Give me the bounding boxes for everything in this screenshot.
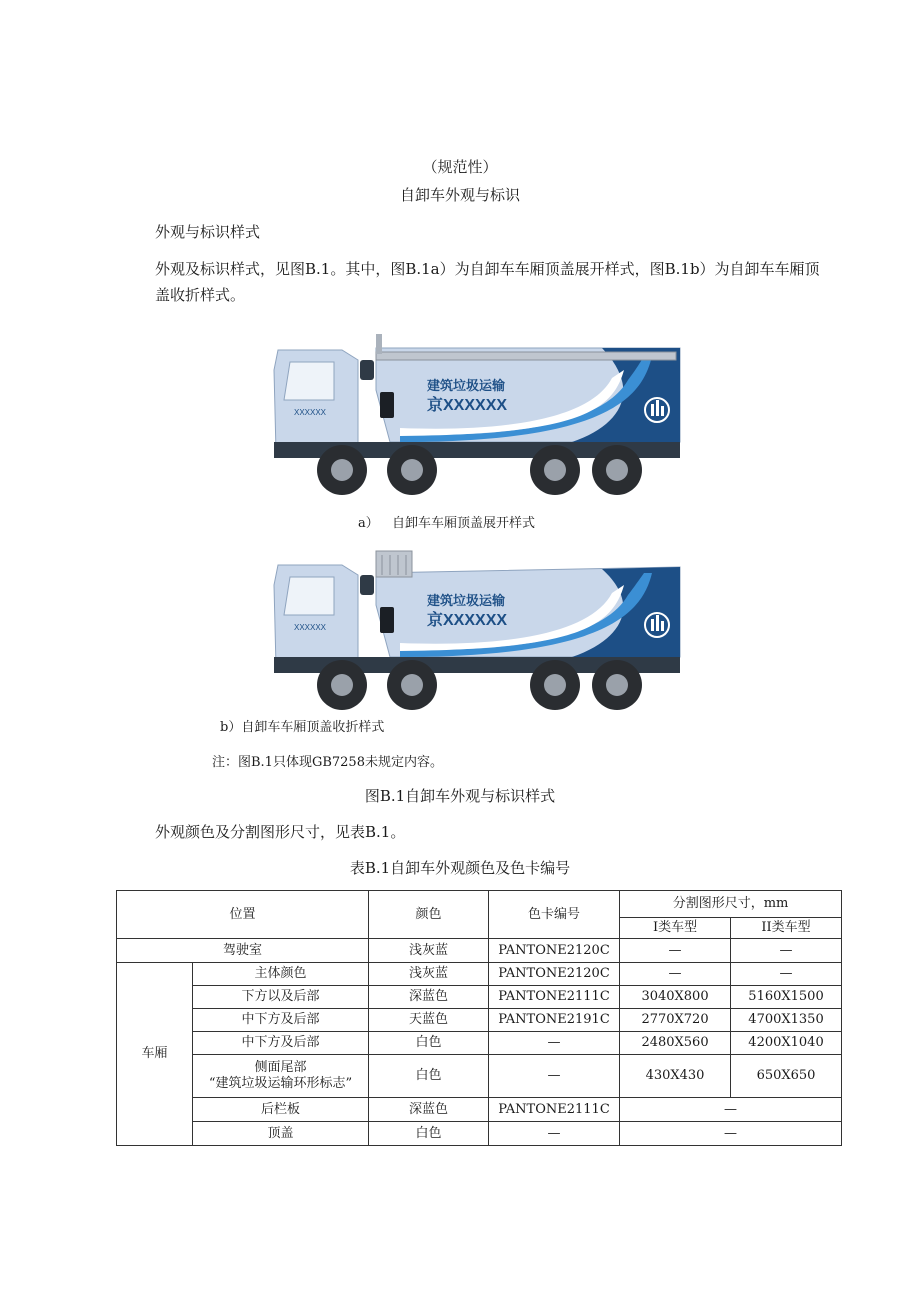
truck-body: [376, 334, 680, 442]
cell-card: —: [489, 1122, 620, 1146]
cell-type2: 4200X1040: [731, 1032, 842, 1055]
header-position: 位置: [117, 891, 369, 939]
cell-part: [193, 1055, 369, 1098]
cell-color: 白色: [369, 1055, 489, 1098]
cell-size-merged: —: [620, 1098, 842, 1122]
cell-part-line2: “建筑垃圾运输环形标志”: [208, 1076, 353, 1091]
appendix-title: 自卸车外观与标识: [399, 186, 520, 204]
figure-note: 注：图B.1只体现GB7258未规定内容。: [212, 755, 443, 770]
cell-part-line1: 侧面尾部: [254, 1060, 307, 1075]
cell-part: 中下方及后部: [193, 1009, 369, 1032]
table-row: [117, 1098, 842, 1122]
cell-part: 中下方及后部: [193, 1032, 369, 1055]
truck-slogan: 建筑垃圾运输: [427, 593, 506, 608]
table-row: [117, 939, 842, 963]
table-row: [117, 1009, 842, 1032]
cell-type1: —: [620, 963, 731, 986]
header-type1: I类车型: [620, 918, 731, 939]
truck-plate: 京XXXXXX: [427, 397, 508, 414]
header-card: 色卡编号: [489, 891, 620, 939]
header-type2: II类车型: [731, 918, 842, 939]
cell-type2: —: [731, 939, 842, 963]
figure-title: 图B.1自卸车外观与标识样式: [364, 787, 556, 805]
section-heading: 外观与标识样式: [155, 223, 261, 241]
table-row: [117, 1032, 842, 1055]
cell-card: PANTONE2111C: [489, 1098, 620, 1122]
truck-body: [376, 551, 680, 657]
table-row: [117, 1055, 842, 1098]
cell-part: 下方以及后部: [193, 986, 369, 1009]
cell-card: —: [489, 1032, 620, 1055]
cell-color: 深蓝色: [369, 986, 489, 1009]
cell-card: PANTONE2111C: [489, 986, 620, 1009]
cell-type2: 650X650: [731, 1055, 842, 1098]
cell-card: —: [489, 1055, 620, 1098]
cell-type1: 2770X720: [620, 1009, 731, 1032]
cell-type1: 3040X800: [620, 986, 731, 1009]
caption-a-label: a）: [358, 516, 379, 531]
cell-part: 后栏板: [193, 1098, 369, 1122]
header-size: 分割图形尺寸，mm: [620, 891, 842, 918]
cell-type2: 5160X1500: [731, 986, 842, 1009]
cell-type1: 2480X560: [620, 1032, 731, 1055]
table-row: [117, 986, 842, 1009]
cell-color: 浅灰蓝: [369, 939, 489, 963]
cell-color: 浅灰蓝: [369, 963, 489, 986]
table-title: 表B.1自卸车外观颜色及色卡编号: [349, 859, 571, 877]
header-color: 颜色: [369, 891, 489, 939]
cell-type1: —: [620, 939, 731, 963]
truck-slogan: 建筑垃圾运输: [427, 378, 506, 393]
cell-color: 白色: [369, 1032, 489, 1055]
truck-plate: 京XXXXXX: [427, 612, 508, 629]
cell-color: 天蓝色: [369, 1009, 489, 1032]
table-row: [117, 963, 842, 986]
truck-figure-b: [272, 545, 687, 717]
cell-type1: 430X430: [620, 1055, 731, 1098]
body-line-1: 外观及标识样式，见图B.1。其中，图B.1a）为自卸车车厢顶盖展开样式，图B.1b）为自卸车车厢顶: [155, 260, 820, 278]
normative-label: （规范性）: [422, 158, 498, 176]
truck-figure-a: [272, 330, 687, 502]
cell-type2: —: [731, 963, 842, 986]
color-spec-table: [116, 890, 842, 1146]
cell-card: PANTONE2191C: [489, 1009, 620, 1032]
table-row: [117, 1122, 842, 1146]
section2-body: 外观颜色及分割图形尺寸，见表B.1。: [155, 823, 406, 841]
cell-part: 主体颜色: [193, 963, 369, 986]
cab-text: XXXXXX: [294, 408, 327, 417]
cell-type2: 4700X1350: [731, 1009, 842, 1032]
cell-color: 白色: [369, 1122, 489, 1146]
box-label: 车厢: [117, 963, 193, 1146]
cab-text: XXXXXX: [294, 623, 327, 632]
cell-part: 顶盖: [193, 1122, 369, 1146]
caption-a: 自卸车车厢顶盖展开样式: [392, 516, 536, 531]
body-line-2: 盖收折样式。: [155, 286, 246, 304]
table-header-row: [117, 891, 842, 918]
caption-b: b）自卸车车厢顶盖收折样式: [220, 720, 385, 735]
cab-label: 驾驶室: [117, 939, 369, 963]
cell-size-merged: —: [620, 1122, 842, 1146]
cell-color: 深蓝色: [369, 1098, 489, 1122]
cell-card: PANTONE2120C: [489, 939, 620, 963]
cell-card: PANTONE2120C: [489, 963, 620, 986]
